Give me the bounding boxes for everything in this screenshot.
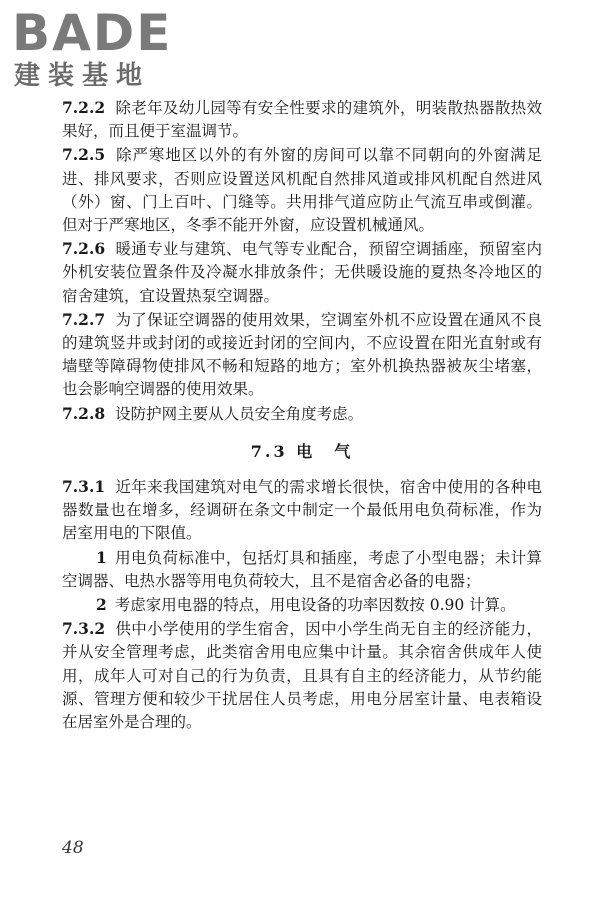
clause-text: 近年来我国建筑对电气的需求增长很快，宿舍中使用的各种电器数量也在增多，经调研在条文中制定一个最低用电负荷标准，作为居室用电的下限值。 xyxy=(62,478,542,543)
page-number: 48 xyxy=(62,838,84,858)
clause-text: 除老年及幼儿园等有安全性要求的建筑外，明装散热器散热效果好，而且便于室温调节。 xyxy=(62,99,542,141)
sub-item-text: 考虑家用电器的特点，用电设备的功率因数按 0.90 计算。 xyxy=(114,596,516,615)
clause-number: 7.3.1 xyxy=(62,477,106,497)
clause-text: 设防护网主要从人员安全角度考虑。 xyxy=(115,404,364,423)
bade-logo xyxy=(12,6,182,92)
clause-number: 7.2.7 xyxy=(62,309,106,329)
sub-item-number: 2 xyxy=(96,595,107,615)
clause-text: 暖通专业与建筑、电气等专业配合，预留空调插座，预留室内外机安装位置条件及冷凝水排放条件；无供暖设施的夏热冬冷地区的宿舍建筑，宜设置热泵空调器。 xyxy=(62,240,542,305)
sub-item-2 xyxy=(62,593,542,617)
section-title: 7.3 电 气 xyxy=(250,441,354,461)
clause-number: 7.2.6 xyxy=(62,239,106,259)
clause-7-2-8 xyxy=(62,402,542,426)
clause-number: 7.2.5 xyxy=(62,145,106,165)
clause-7-2-5 xyxy=(62,143,542,237)
clause-text: 供中小学使用的学生宿舍，因中小学生尚无自主的经济能力，并从安全管理考虑，此类宿舍用电应集中计量。其余宿舍供成年人使用，成年人可对自己的行为负责，且具有自主的经济能力，从节约能源、管理方便和较少干扰居住人员考虑，用电分居室计量、电表箱设在居室外是合理的。 xyxy=(62,620,542,732)
clause-7-3-2 xyxy=(62,617,542,734)
sub-item-1 xyxy=(62,546,542,593)
clause-number: 7.2.8 xyxy=(62,403,106,423)
clause-text: 除严寒地区以外的有外窗的房间可以靠不同朝向的外窗满足进、排风要求，否则应设置送风机配自然排风道或排风机配自然进风（外）窗、门上百叶、门缝等。共用排气道应防止气流互串或倒灌。但对于严寒地区，冬季不能开外窗，应设置机械通风。 xyxy=(62,146,542,235)
clause-number: 7.3.2 xyxy=(62,619,106,639)
logo-wordmark: BADE xyxy=(12,4,173,62)
clause-7-2-2 xyxy=(62,96,542,143)
clause-text: 为了保证空调器的使用效果，空调室外机不应设置在通风不良的建筑竖井或封闭的或接近封闭的空间内，不应设置在阳光直射或有墙壁等障碍物使排风不畅和短路的地方；室外机换热器被灰尘堵塞，也会影响空调器的使用效果。 xyxy=(62,310,542,399)
sub-item-number: 1 xyxy=(96,547,107,567)
clause-7-2-7 xyxy=(62,308,542,402)
clause-7-3-1 xyxy=(62,475,542,546)
document-body xyxy=(62,96,542,734)
logo-subtitle: 建装基地 xyxy=(14,61,151,91)
sub-item-text: 用电负荷标准中，包括灯具和插座，考虑了小型电器；未计算空调器、电热水器等用电负荷较大，且不是宿舍必备的电器； xyxy=(62,548,542,590)
clause-7-2-6 xyxy=(62,237,542,308)
clause-number: 7.2.2 xyxy=(62,98,106,117)
